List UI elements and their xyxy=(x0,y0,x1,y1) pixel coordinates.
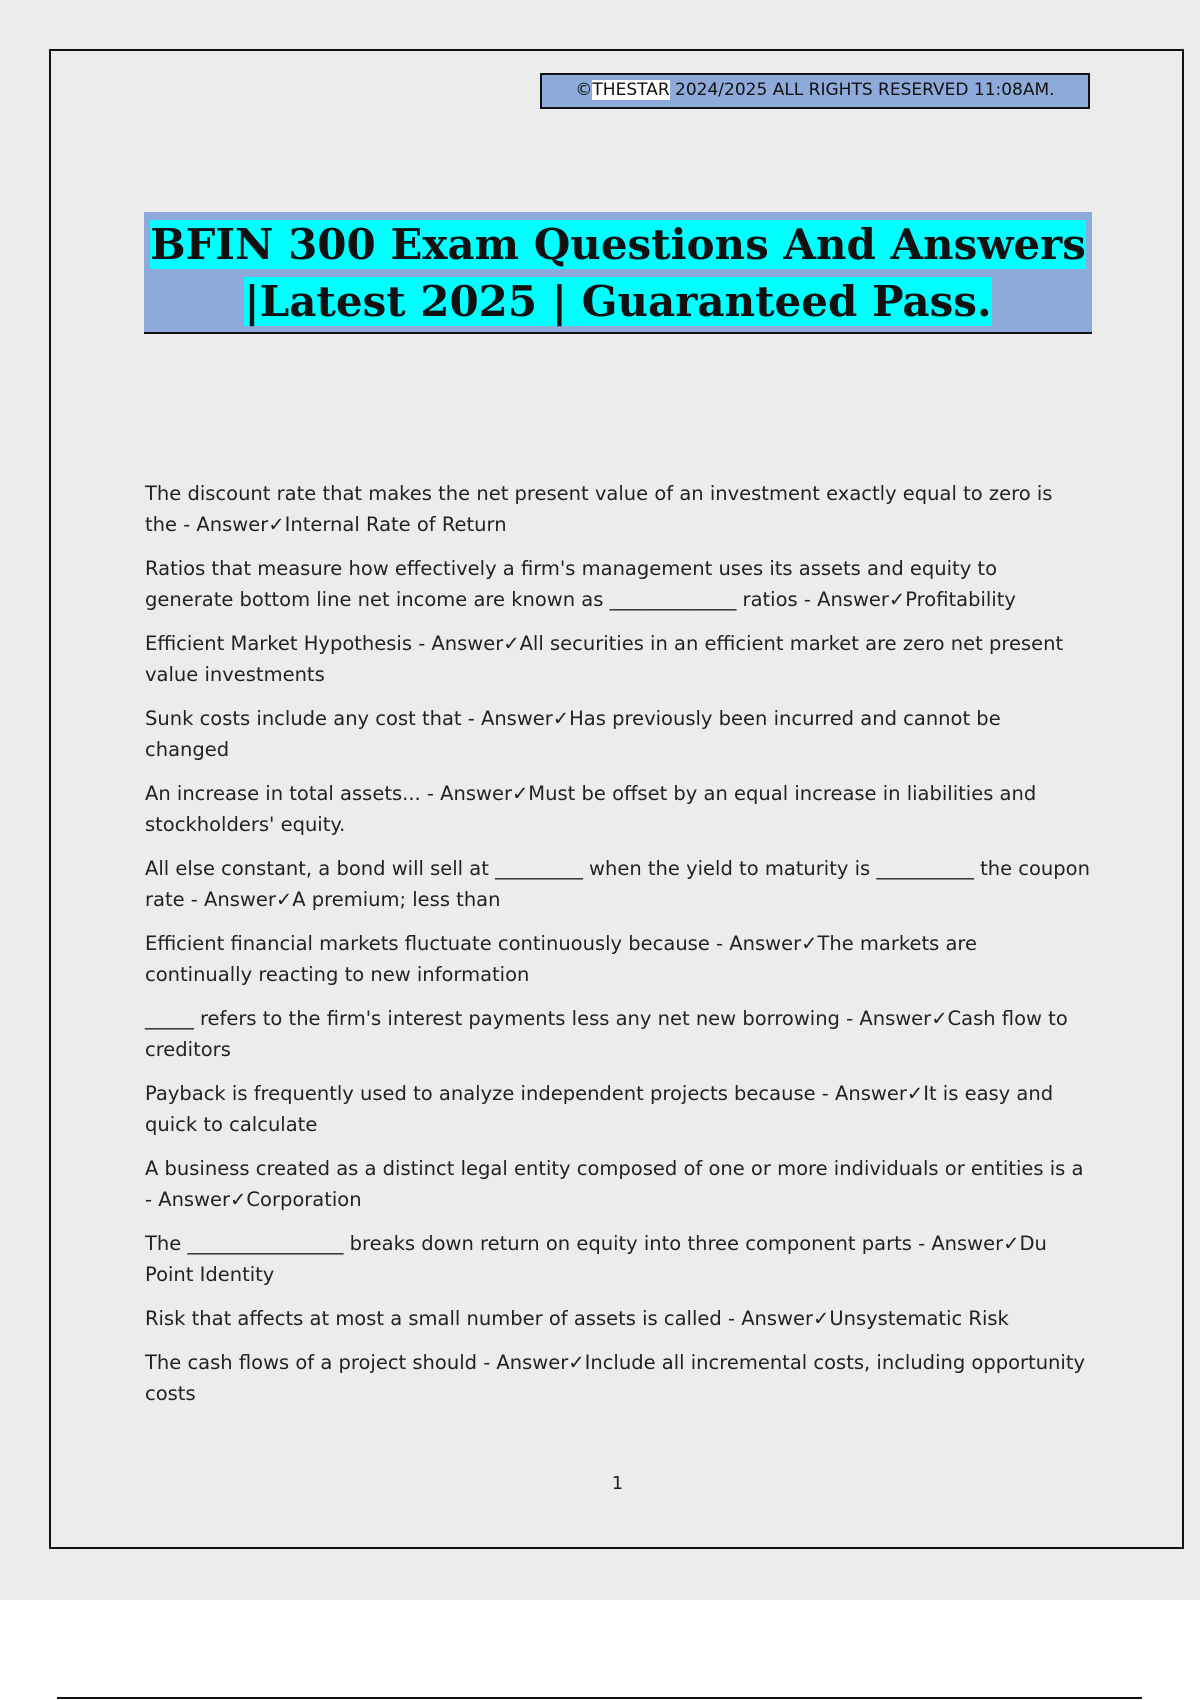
qa-item: Ratios that measure how effectively a firm's management uses its assets and equity to generate bottom line net income are known as _____________ ratios - Answer✓Profitability xyxy=(145,557,1016,611)
qa-item: A business created as a distinct legal entity composed of one or more individuals or entities is a - Answer✓Corporation xyxy=(145,1157,1084,1211)
qa-item: Efficient Market Hypothesis - Answer✓All securities in an efficient market are zero net present value investments xyxy=(145,632,1064,686)
page-number: 1 xyxy=(611,1473,624,1494)
copyright-text: 2024/2025 ALL RIGHTS RESERVED 11:08AM. xyxy=(669,80,1055,100)
qa-list xyxy=(145,478,1090,1422)
copyright-mark: © xyxy=(575,80,593,100)
qa-item: Efficient financial markets fluctuate continuously because - Answer✓The markets are continually reacting to new information xyxy=(145,932,977,986)
qa-item: The ________________ breaks down return on equity into three component parts - Answer✓Du Point Identity xyxy=(145,1232,1047,1286)
qa-item: An increase in total assets... - Answer✓Must be offset by an equal increase in liabilities and stockholders' equity. xyxy=(145,782,1037,836)
qa-item: The cash flows of a project should - Answer✓Include all incremental costs, including opportunity costs xyxy=(145,1351,1086,1405)
bottom-divider xyxy=(57,1697,1142,1699)
copyright-banner xyxy=(540,73,1090,109)
qa-item: All else constant, a bond will sell at _________ when the yield to maturity is __________ the coupon rate - Answer✓A premium; less than xyxy=(145,857,1090,911)
title-line-1: BFIN 300 Exam Questions And Answers xyxy=(150,220,1086,269)
qa-item: The discount rate that makes the net present value of an investment exactly equal to zero is the - Answer✓Internal Rate of Return xyxy=(145,482,1053,536)
qa-item: Risk that affects at most a small number of assets is called - Answer✓Unsystematic Risk xyxy=(145,1307,1009,1330)
qa-item: _____ refers to the firm's interest payments less any net new borrowing - Answer✓Cash flow to creditors xyxy=(145,1007,1068,1061)
qa-item: Payback is frequently used to analyze independent projects because - Answer✓It is easy and quick to calculate xyxy=(145,1082,1054,1136)
copyright-highlight: THESTAR xyxy=(592,80,670,100)
title-line-2: |Latest 2025 | Guaranteed Pass. xyxy=(244,277,992,326)
document-title xyxy=(144,212,1092,334)
qa-item: Sunk costs include any cost that - Answer✓Has previously been incurred and cannot be changed xyxy=(145,707,1001,761)
